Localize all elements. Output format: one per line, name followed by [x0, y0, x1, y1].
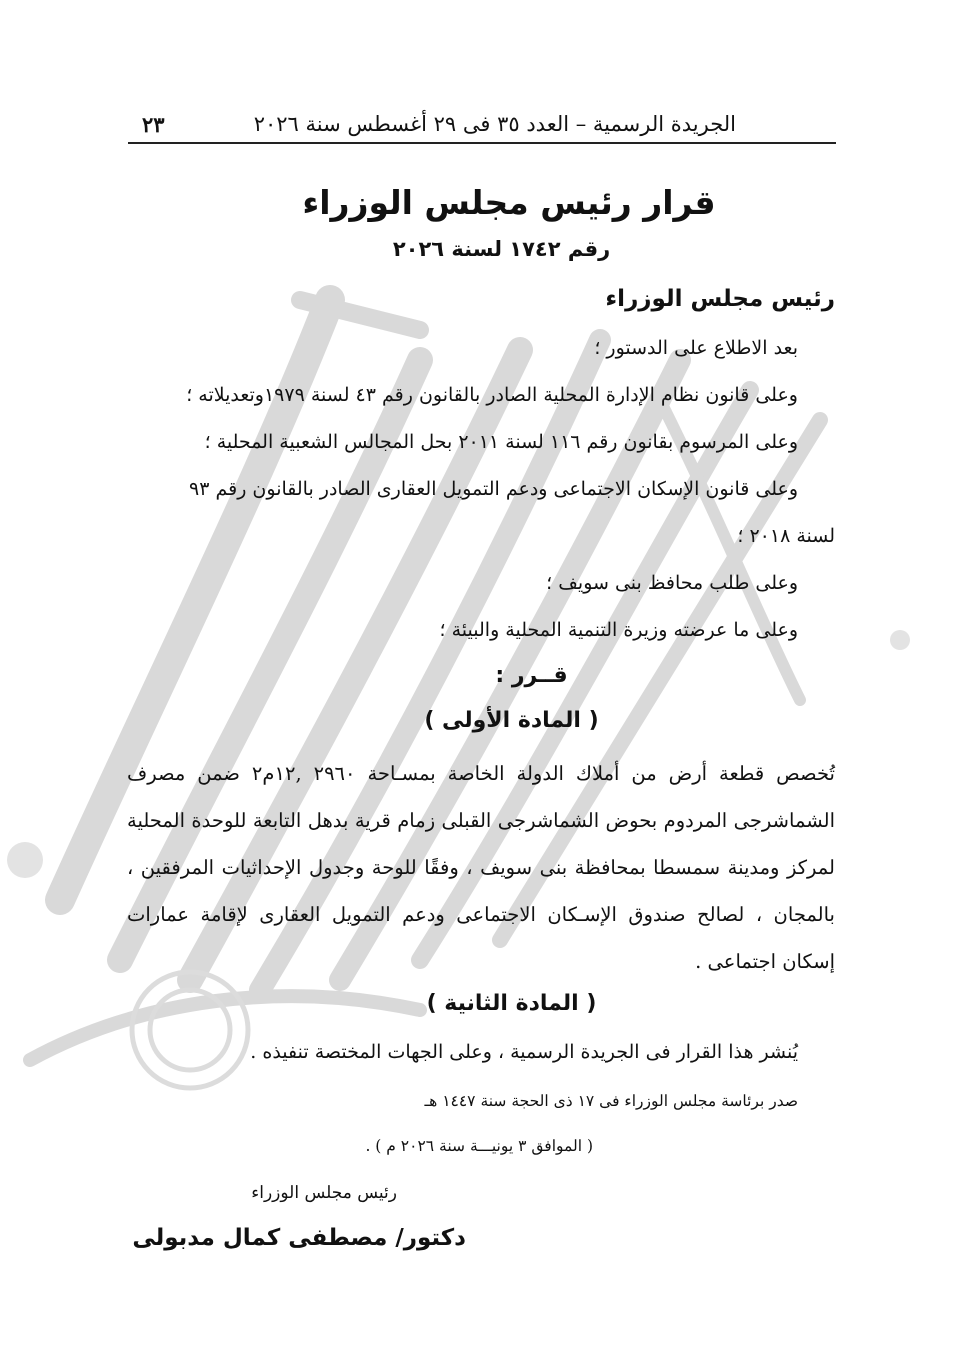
- decree-number: رقم ١٧٤٢ لسنة ٢٠٢٦: [392, 237, 611, 261]
- preamble-line: بعد الاطلاع على الدستور ؛: [594, 337, 798, 359]
- article-two-text: يُنشر هذا القرار فى الجريدة الرسمية ، وعلى الجهات المختصة تنفيذه .: [250, 1041, 798, 1063]
- issuer-heading: رئيس مجلس الوزراء: [605, 286, 835, 312]
- preamble-line: وعلى قانون الإسكان الاجتماعى ودعم التمويل العقارى الصادر بالقانون رقم ٩٣: [189, 478, 798, 500]
- article-one-line: إسكان اجتماعى .: [695, 950, 835, 973]
- decided-label: قــرر :: [495, 663, 568, 688]
- preamble-line: لسنة ٢٠١٨ ؛: [737, 525, 835, 547]
- preamble-line: وعلى قانون نظام الإدارة المحلية الصادر بالقانون رقم ٤٣ لسنة ١٩٧٩وتعديلاته ؛: [186, 384, 798, 406]
- signer-name: دكتور/ مصطفى كمال مدبولى: [132, 1225, 466, 1251]
- signer-title: رئيس مجلس الوزراء: [251, 1183, 397, 1203]
- preamble-line: وعلى المرسوم بقانون رقم ١١٦ لسنة ٢٠١١ بحل المجالس الشعبية المحلية ؛: [204, 431, 798, 453]
- article-one-line: تُخصص قطعة أرض من أملاك الدولة الخاصة بمسـاحة ٢٩٦٠ ,١٢م٢ ضمن مصرف: [127, 762, 835, 785]
- issued-line: صدر برئاسة مجلس الوزراء فى ١٧ ذى الحجة سنة ١٤٤٧ هـ: [424, 1092, 798, 1110]
- article-one-heading: ( المادة الأولى ): [424, 708, 599, 733]
- running-header: [128, 112, 836, 144]
- preamble-line: وعلى ما عرضته وزيرة التنمية المحلية والبيئة ؛: [439, 619, 798, 641]
- page-number: ٢٣: [142, 112, 165, 137]
- article-one-line: الشماشرجى المردوم بحوض الشماشرجى القبلى زمام قرية بدهل التابعة للوحدة المحلية: [127, 809, 835, 832]
- running-title: الجريدة الرسمية – العدد ٣٥ فى ٢٩ أغسطس سنة ٢٠٢٦: [253, 112, 736, 136]
- preamble-line: وعلى طلب محافظ بنى سويف ؛: [546, 572, 798, 594]
- article-one-line: بالمجان ، لصالح صندوق الإسـكان الاجتماعى ودعم التمويل العقارى لإقامة عمارات: [127, 903, 835, 926]
- corresponding-date: ( الموافق ٣ يونيـــة سنة ٢٠٢٦ م ) .: [365, 1137, 593, 1155]
- decree-title: قرار رئيس مجلس الوزراء: [302, 183, 716, 222]
- article-one-text: [127, 750, 835, 985]
- article-two-heading: ( المادة الثانية ): [426, 991, 597, 1016]
- article-one-line: لمركز ومدينة سمسطا بمحافظة بنى سويف ، وفقًا للوحة وجدول الإحداثيات المرفقين ،: [127, 856, 835, 879]
